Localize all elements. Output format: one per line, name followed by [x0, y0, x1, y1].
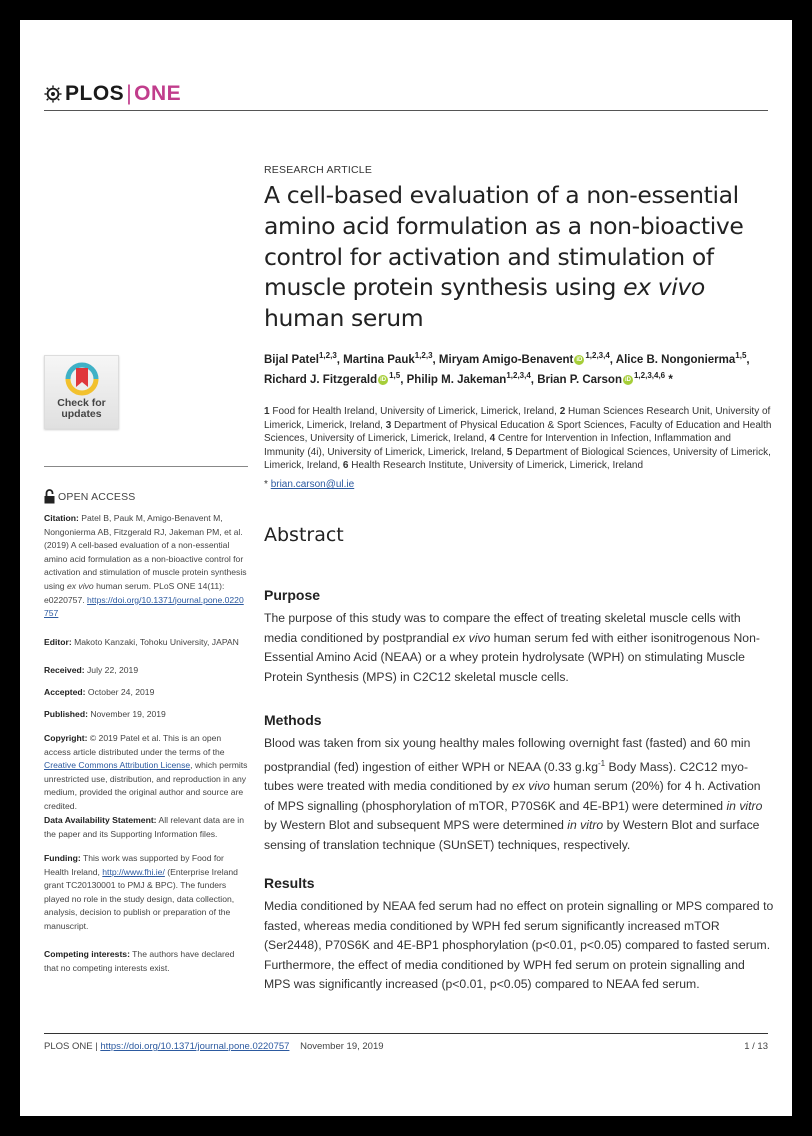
received-line: Received: July 22, 2019	[44, 665, 139, 675]
methods-text: Blood was taken from six young healthy males following overnight fast (fasted) and 60 min postprandial (fed) ingestion of either WPH or NEAA (0.33 $g.kg^{-1}$ Body Mass). C2C12 myo-tubes were treated with media conditioned by ex vivo human serum (20%) for 4 h. Activation of MPS signalling (phosphorylation of mTOR, P70S6K and 4E-BP1) were determined in vitro by Western Blot and subsequent MPS were determined in vitro by Western Blot and surface sensing of translation technique (SUnSET) techniques, respectively.	[264, 736, 763, 852]
page-number: 1 / 13	[744, 1041, 768, 1052]
methods-heading: Methods	[264, 712, 322, 728]
footer-rule	[44, 1033, 768, 1034]
fhi-link[interactable]: http://www.fhi.ie/	[102, 866, 165, 877]
logo-one-text: ONE	[134, 82, 182, 105]
author-list	[264, 348, 774, 388]
author-affiliation-sup: 1,2,3	[414, 351, 433, 360]
page-footer	[44, 1041, 768, 1052]
author[interactable]: Alice B. Nongonierma	[615, 353, 736, 366]
author[interactable]: Philip M. Jakeman	[406, 373, 507, 386]
competing-interests-block: Competing interests: The authors have declared that no competing interests exist.	[44, 949, 235, 973]
footer-doi-link[interactable]: https://doi.org/10.1371/journal.pone.0220757	[100, 1041, 290, 1052]
plos-sun-icon	[44, 85, 62, 103]
check-updates-icon	[65, 362, 99, 396]
logo-divider: |	[126, 82, 133, 105]
author[interactable]: Brian P. Carson	[537, 373, 622, 386]
cc-license-link[interactable]: Creative Commons Attribution License	[44, 760, 191, 771]
author-separator: ,	[746, 353, 750, 366]
author-separator: ,	[400, 373, 407, 386]
results-text: Media conditioned by NEAA fed serum had no effect on protein signalling or MPS compared to fasted, whereas media conditioned by WPH fed serum significantly increased mTOR (Ser2448), P70S6K and 4E-BP1 phosphorylation (p<0.01, p<0.05) compared to fasted serum. Furthermore, the effect of media conditioned by WPH fed serum on protein signalling and MPS was significantly increased (p<0.01, p<0.05) compared to NEAA fed serum.	[264, 899, 774, 991]
author-affiliation-sup: 1,2,3	[318, 351, 337, 360]
author-separator: ,	[336, 353, 344, 366]
accepted-line: Accepted: October 24, 2019	[44, 687, 155, 697]
header-rule	[44, 110, 768, 111]
affiliations	[264, 405, 774, 473]
affiliation-number: 3	[385, 419, 395, 431]
affiliation-number: 2	[559, 406, 569, 417]
affiliation-text: Human Sciences Research Unit, University of Limerick, Limerick, Ireland,	[264, 406, 771, 431]
author-affiliation-sup: 1,2,3,4	[585, 351, 610, 360]
copyright-block: Copyright: © 2019 Patel et al. This is an open access article distributed under the terms of the Creative Commons Attribution License, which permits unrestricted use, distribution, and reproduction in any medium, provided the original author and source are credited.	[44, 733, 248, 811]
author-affiliation-sup: 1,5	[389, 370, 401, 380]
editor-line: Editor: Makoto Kanzaki, Tohoku University, JAPAN	[44, 637, 239, 647]
email-link[interactable]: brian.carson@ul.ie	[270, 479, 355, 490]
results-heading: Results	[264, 875, 315, 891]
affiliation-text: Department of Biological Sciences, University of Limerick, Limerick, Ireland,	[264, 446, 771, 471]
corresponding-email: * brian.carson@ul.ie	[264, 479, 355, 490]
orcid-icon[interactable]: iD	[624, 376, 631, 383]
sidebar-rule	[44, 466, 248, 467]
author-affiliation-sup: 1,5	[735, 351, 747, 360]
orcid-icon[interactable]: iD	[576, 356, 583, 363]
article-type-label: RESEARCH ARTICLE	[264, 164, 373, 176]
author[interactable]: Richard J. Fitzgerald	[264, 373, 378, 386]
author[interactable]: Bijal Patel	[264, 353, 319, 366]
citation-doi-link[interactable]: https://doi.org/10.1371/journal.pone.0220757	[44, 594, 244, 619]
check-for-updates-badge[interactable]	[44, 355, 119, 429]
paper-page	[20, 20, 792, 1116]
author[interactable]: Miryam Amigo-Benavent	[438, 353, 574, 366]
open-lock-icon	[44, 489, 55, 504]
author-separator: ,	[432, 353, 439, 366]
affiliation-number: 1	[264, 406, 273, 417]
check-updates-label: Check for updates	[57, 397, 106, 420]
affiliation-text: Food for Health Ireland, University of Limerick, Limerick, Ireland,	[272, 406, 560, 417]
purpose-heading: Purpose	[264, 587, 321, 603]
author-affiliation-sup: 1,2,3,4,6	[633, 370, 666, 380]
published-line: Published: November 19, 2019	[44, 709, 166, 719]
author[interactable]: Martina Pauk	[343, 353, 415, 366]
affiliation-number: 5	[506, 446, 516, 458]
affiliation-number: 6	[342, 460, 352, 471]
purpose-text: The purpose of this study was to compare the effect of treating skeletal muscle cells with media conditioned by postprandial ex vivo human serum fed with either isonitrogenous Non-Essential Amino Acid (NEAA) or a whey protein hydrolysate (WPH) on stimulating Muscle Protein Synthesis (MPS) in C2C12 skeletal muscle cells.	[264, 611, 760, 684]
logo-plos-text: PLOS	[65, 82, 125, 105]
footer-journal: PLOS ONE |	[44, 1041, 101, 1052]
affiliation-text: Centre for Intervention in Infection, Inflammation and Immunity (4i), University of Limerick, Limerick, Ireland,	[264, 433, 731, 458]
abstract-heading: Abstract	[264, 524, 344, 546]
funding-block: Funding: This work was supported by Food for Health Ireland, http://www.fhi.ie/ (Enterprise Ireland grant TC20130001 to PMJ & BPC). The funders played no role in the study design, data collection, analysis, decision to publish or preparation of the manuscript.	[44, 853, 238, 931]
plos-one-logo[interactable]	[44, 82, 181, 106]
citation-block: Citation: Patel B, Pauk M, Amigo-Benavent M, Nongonierma AB, Fitzgerald RJ, Jakeman PM, et al. (2019) A cell-based evaluation of a non-essential amino acid formulation as a non-bioactive control for activation and stimulation of muscle protein synthesis using ex vivo human serum. PLoS ONE 14(11): e0220757. https://doi.org/10.1371/journal.pone.0220757	[44, 513, 247, 619]
affiliation-number: 4	[489, 433, 498, 444]
orcid-icon[interactable]: iD	[380, 376, 387, 383]
open-access-label: OPEN ACCESS	[44, 489, 135, 504]
author-separator: ,	[609, 353, 616, 366]
article-title: A cell-based evaluation of a non-essential amino acid formulation as a non-bioactive control for activation and stimulation of muscle protein synthesis using ex vivo human serum	[264, 181, 744, 333]
data-availability-block: Data Availability Statement: All relevant data are in the paper and its Supporting Information files.	[44, 815, 244, 839]
author-separator: *	[665, 373, 673, 386]
author-affiliation-sup: 1,2,3,4	[506, 370, 531, 380]
affiliation-text: Health Research Institute, University of Limerick, Limerick, Ireland	[351, 460, 644, 471]
affiliation-text: Department of Physical Education & Sport Sciences, Faculty of Education and Health Sciences, University of Limerick, Limerick, Ireland,	[264, 419, 772, 444]
author-separator: ,	[530, 373, 538, 386]
footer-date: November 19, 2019	[300, 1041, 384, 1052]
